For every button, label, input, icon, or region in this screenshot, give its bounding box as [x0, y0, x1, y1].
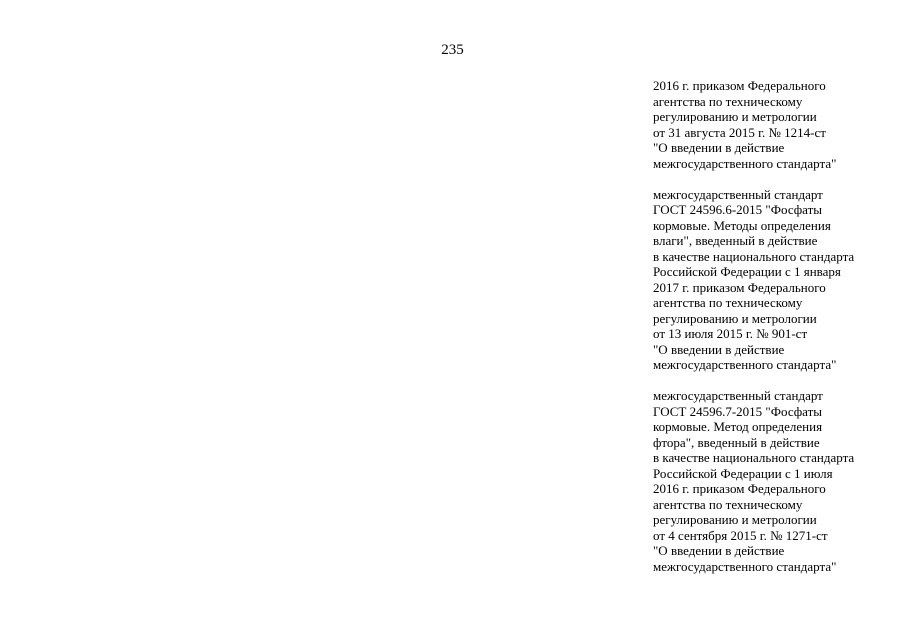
- text-line: кормовые. Методы определения: [653, 217, 831, 233]
- text-line: "О введении в действие: [653, 543, 785, 558]
- text-line: в качестве национального стандарта: [653, 248, 855, 264]
- text-line: агентства по техническому: [653, 295, 803, 310]
- text-line: агентства по техническому: [653, 496, 803, 512]
- page-number: 235: [441, 42, 464, 58]
- text-line: межгосударственного стандарта": [653, 357, 837, 372]
- text-line: ГОСТ 24596.6-2015 "Фосфаты: [653, 202, 823, 217]
- paragraph-block: [653, 187, 898, 373]
- text-line: от 31 августа 2015 г. № 1214-ст: [653, 124, 826, 140]
- text-line: межгосударственного стандарта": [653, 155, 837, 171]
- text-line: от 4 сентября 2015 г. № 1271-ст: [653, 527, 828, 543]
- text-line: Российской Федерации с 1 июля: [653, 465, 833, 481]
- text-line: "О введении в действие: [653, 341, 785, 357]
- text-line: от 13 июля 2015 г. № 901-ст: [653, 326, 808, 341]
- text-line: межгосударственный стандарт: [653, 186, 823, 202]
- text-line: 2017 г. приказом Федерального: [653, 279, 826, 295]
- paragraph-block: [653, 388, 898, 574]
- paragraph-block: [653, 78, 898, 171]
- text-line: 2016 г. приказом Федерального: [653, 78, 826, 93]
- text-line: "О введении в действие: [653, 140, 785, 155]
- text-line: фтора", введенный в действие: [653, 434, 820, 450]
- text-line: межгосударственный стандарт: [653, 388, 823, 403]
- text-line: межгосударственного стандарта": [653, 558, 837, 574]
- document-text-column: [653, 78, 898, 590]
- text-line: регулированию и метрологии: [653, 109, 817, 124]
- text-line: регулированию и метрологии: [653, 310, 817, 326]
- text-line: кормовые. Метод определения: [653, 419, 823, 434]
- text-line: регулированию и метрологии: [653, 512, 817, 527]
- text-line: в качестве национального стандарта: [653, 450, 855, 465]
- text-line: ГОСТ 24596.7-2015 "Фосфаты: [653, 403, 823, 419]
- text-line: агентства по техническому: [653, 93, 803, 109]
- text-line: влаги", введенный в действие: [653, 233, 818, 248]
- text-line: 2016 г. приказом Федерального: [653, 481, 826, 496]
- text-line: Российской Федерации с 1 января: [653, 264, 841, 279]
